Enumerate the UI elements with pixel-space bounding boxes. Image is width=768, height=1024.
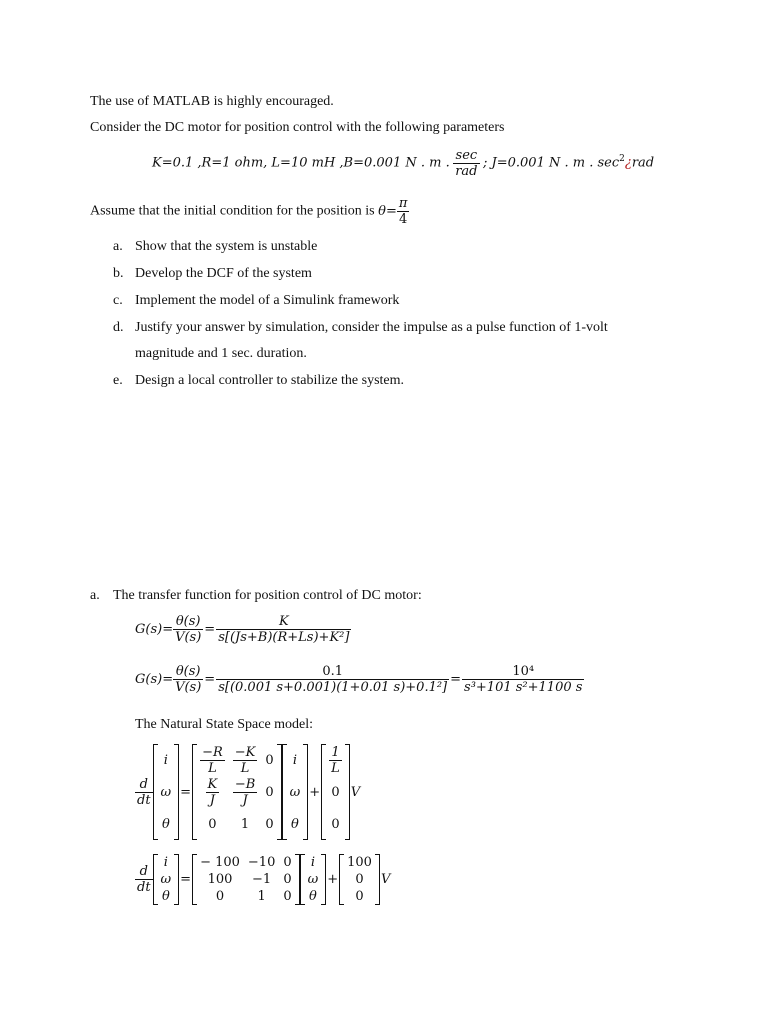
pi-denominator: 4 <box>399 212 408 227</box>
input-matrix-b-cell: 0 <box>355 889 364 904</box>
params-tail: rad <box>631 155 655 171</box>
input-matrix-b-cell: 100 <box>347 855 372 870</box>
frac-numerator: sec <box>453 148 479 164</box>
input-matrix-b <box>339 854 380 905</box>
state-vector-cell: ω <box>160 784 172 800</box>
intro-line-2: Consider the DC motor for position control with the following parameters <box>90 120 505 135</box>
tf1-equals: = <box>204 622 216 637</box>
system-matrix-a-cell: 1 <box>257 889 266 904</box>
tf2-numeric-den: s[(0.001 s+0.001)(1+0.01 s)+0.1²] <box>218 680 448 695</box>
tf2-theta-over-v <box>173 664 203 695</box>
tf2-numeric-fraction <box>216 664 449 695</box>
system-matrix-a-cell: 0 <box>265 816 274 832</box>
parameters-equation <box>152 148 654 179</box>
system-matrix-a-cell: $\frac{-R}{L}$ <box>202 744 223 776</box>
state-vector-cell: θ <box>161 889 170 904</box>
task-c-text: Implement the model of a Simulink framework <box>135 293 400 308</box>
equals-sign: = <box>180 872 192 887</box>
transfer-function-symbolic <box>135 614 351 645</box>
tf2-numeric-num: 0.1 <box>216 664 449 680</box>
intro-line-1: The use of MATLAB is highly encouraged. <box>90 94 334 109</box>
tf2-num: θ(s) <box>173 664 203 680</box>
tf1-num: θ(s) <box>173 614 203 630</box>
pi-numerator: π <box>398 196 408 211</box>
state-space-numeric <box>135 854 391 905</box>
system-matrix-a-cell: 0 <box>208 816 217 832</box>
system-matrix-a-cell: 100 <box>207 872 233 887</box>
params-lhs: K=0.1 ,R=1 ohm, L=10 mH ,B=0.001 N . m . <box>152 155 450 171</box>
tf1-poly-den: s[(Js+B)(R+Ls)+K²] <box>218 630 350 645</box>
state-vector-cell: i <box>310 855 316 870</box>
frac-denominator: rad <box>455 164 478 179</box>
state-vector-cell: i <box>292 752 298 768</box>
input-matrix-b-cell: 0 <box>355 872 364 887</box>
tf2-lhs: G(s)= <box>135 672 174 687</box>
state-space-symbolic <box>135 744 361 840</box>
tf2-den: V(s) <box>175 680 202 695</box>
state-vector-cell: θ <box>161 816 170 832</box>
tf1-den: V(s) <box>175 630 202 645</box>
plus-sign: + <box>309 784 321 800</box>
task-b-text: Develop the DCF of the system <box>135 266 312 281</box>
system-matrix-a-cell: 0 <box>215 889 225 904</box>
input-matrix-b <box>321 744 350 840</box>
state-vector-cell: i <box>163 855 168 870</box>
task-b-marker: b. <box>113 266 124 281</box>
state-space-label: The Natural State Space model: <box>135 717 314 732</box>
state-vector-cell: ω <box>307 872 319 887</box>
state-vector-cell: i <box>163 752 168 768</box>
assume-theta: θ= <box>378 204 397 219</box>
pi-over-4-fraction <box>397 196 410 227</box>
system-matrix-a-cell: −10 <box>247 855 276 870</box>
tf2-simplified-fraction <box>462 664 584 695</box>
transfer-function-numeric <box>135 664 584 695</box>
sec-per-rad-fraction <box>453 148 479 179</box>
system-matrix-a-cell: 0 <box>283 855 292 870</box>
state-vector <box>282 744 309 840</box>
input-matrix-b-cell: $\frac{1}{L}$ <box>331 744 340 776</box>
system-matrix-a-cell: − 100 <box>200 855 240 870</box>
system-matrix-a-cell: $\frac{-K}{L}$ <box>234 744 256 776</box>
params-red-char: ¿ <box>624 155 632 171</box>
params-superscript: 2 <box>619 154 625 165</box>
solution-heading: The transfer function for position control of DC motor: <box>113 588 422 603</box>
tf1-theta-over-v <box>173 614 203 645</box>
task-c-marker: c. <box>113 293 123 308</box>
derivative-operator: $\frac{d}{dt}$ <box>137 776 151 808</box>
solution-marker: a. <box>90 588 100 603</box>
assume-line <box>90 196 409 227</box>
system-matrix-a <box>192 854 300 905</box>
system-matrix-a-cell: 0 <box>265 784 274 800</box>
input-matrix-b-cell: 0 <box>331 784 340 800</box>
task-d-text: Justify your answer by simulation, consider the impulse as a pulse function of 1-volt <box>135 320 608 335</box>
task-e-text: Design a local controller to stabilize the system. <box>135 373 405 388</box>
equals-sign: = <box>180 784 192 800</box>
tf1-lhs: G(s)= <box>135 622 174 637</box>
params-rhs: ; J=0.001 N . m . sec <box>483 155 620 171</box>
state-vector <box>153 744 180 840</box>
state-vector <box>153 854 180 905</box>
system-matrix-a-cell: 1 <box>240 816 250 832</box>
plus-sign: + <box>327 872 339 887</box>
tf2-simplified-num: 10⁴ <box>462 664 584 680</box>
system-matrix-a-cell: −1 <box>252 872 272 887</box>
state-vector-cell: ω <box>289 784 301 800</box>
system-matrix-a-cell: 0 <box>283 872 292 887</box>
input-matrix-b-cell: 0 <box>331 816 340 832</box>
system-matrix-a-cell: $\frac{-B}{J}$ <box>234 776 256 808</box>
state-vector-cell: θ <box>291 816 299 832</box>
tf2-simplified-den: s³+101 s²+1100 s <box>464 680 583 695</box>
tf2-equals: = <box>204 672 216 687</box>
tf1-k-over-poly <box>216 614 351 645</box>
derivative-operator: $\frac{d}{dt}$ <box>137 864 151 895</box>
input-voltage: V <box>380 872 391 887</box>
system-matrix-a-cell: $\frac{K}{J}$ <box>207 776 218 808</box>
system-matrix-a <box>192 744 282 840</box>
task-d-text-cont: magnitude and 1 sec. duration. <box>135 346 307 361</box>
task-d-marker: d. <box>113 320 124 335</box>
tf2-equals-2: = <box>450 672 462 687</box>
assume-text: Assume that the initial condition for the position is <box>90 203 375 219</box>
state-vector <box>300 854 327 905</box>
tf1-k-num: K <box>216 614 351 630</box>
system-matrix-a-cell: 0 <box>283 889 292 904</box>
task-a-text: Show that the system is unstable <box>135 239 318 254</box>
task-a-marker: a. <box>113 239 123 254</box>
state-vector-cell: θ <box>309 889 317 904</box>
input-voltage: V <box>350 784 361 800</box>
task-e-marker: e. <box>113 373 123 388</box>
system-matrix-a-cell: 0 <box>265 752 274 768</box>
state-vector-cell: ω <box>160 872 172 887</box>
